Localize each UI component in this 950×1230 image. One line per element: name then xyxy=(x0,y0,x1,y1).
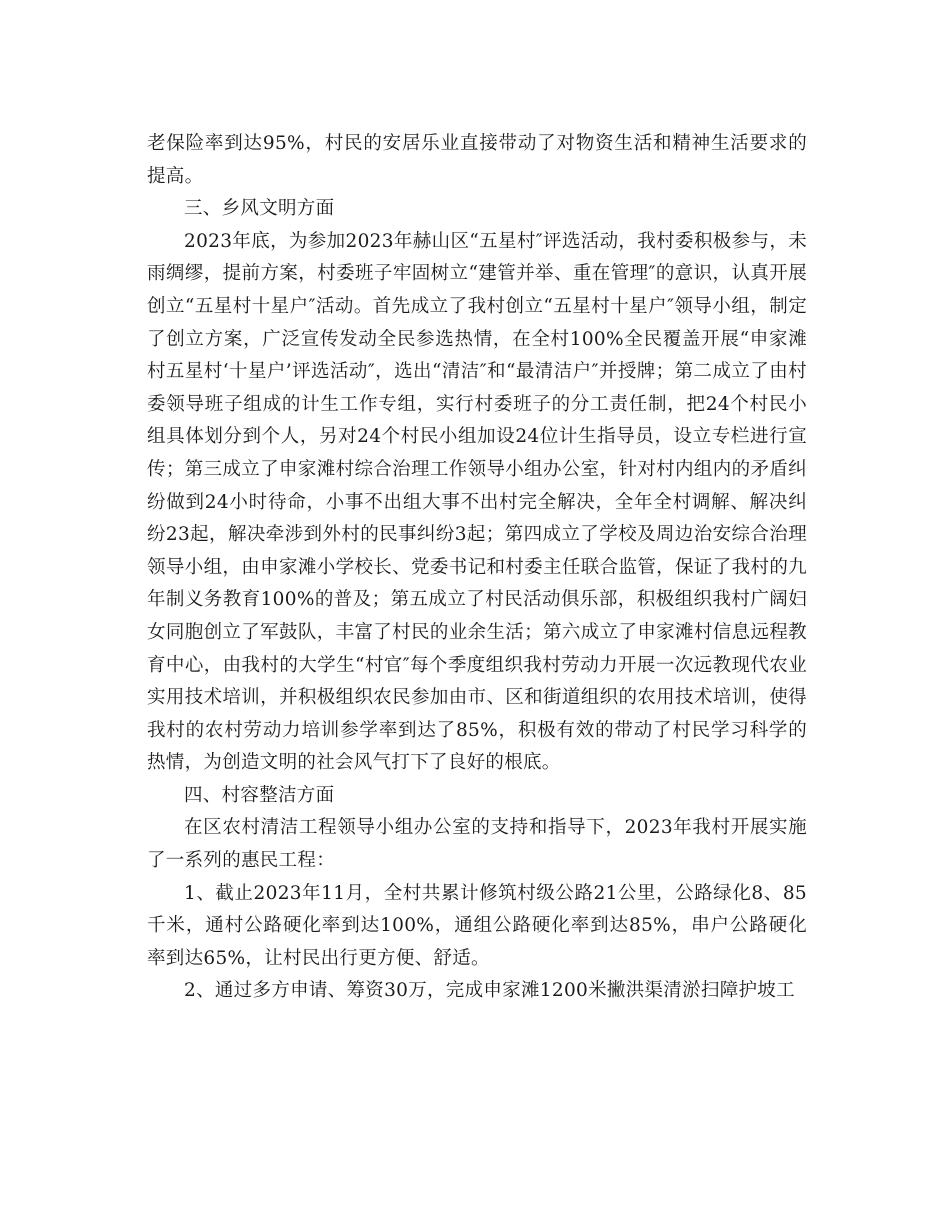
document-body xyxy=(147,128,807,1008)
paragraph-flood-channel: 2、通过多方申请、筹资30万，完成申家滩1200米撇洪渠清淤扫障护坡工 xyxy=(184,980,795,1002)
paragraph-pension-rate: 老保险率到达95%，村民的安居乐业直接带动了对物资生活和精神生活要求的提高。 xyxy=(147,133,807,187)
heading-village-cleanliness: 四、村容整洁方面 xyxy=(184,784,335,806)
heading-rural-civility: 三、乡风文明方面 xyxy=(184,198,335,220)
paragraph-five-star-village: 2023年底，为参加2023年赫山区“五星村″评选活动，我村委积极参与，未雨绸缪，提前方案，村委班子牢固树立“建管并举、重在管理″的意识，认真开展创立“五星村十星户″活动。首先成立了我村创立“五星村十星户″领导小组，制定了创立方案，广泛宣传发动全民参选热情，在全村100%全民覆盖开展“申家滩村五星村‘十星户’评选活动″，选出“清洁″和“最清洁户″并授牌；第二成立了由村委领导班子组成的计生工作专组，实行村委班子的分工责任制，把24个村民小组具体划分到个人，另对24个村民小组加设24位计生指导员，设立专栏进行宣传；第三成立了申家滩村综合治理工作领导小组办公室，针对村内组内的矛盾纠纷做到24小时待命，小事不出组大事不出村完全解决，全年全村调解、解决纠纷23起，解决牵涉到外村的民事纠纷3起；第四成立了学校及周边治安综合治理领导小组，由申家滩小学校长、党委书记和村委主任联合监管，保证了我村的九年制义务教育100%的普及；第五成立了村民活动俱乐部，积极组织我村广阔妇女同胞创立了军鼓队，丰富了村民的业余生活；第六成立了申家滩村信息远程教育中心，由我村的大学生“村官″每个季度组织我村劳动力开展一次远教现代农业实用技术培训，并积极组织农民参加由市、区和街道组织的农用技术培训，使得我村的农村劳动力培训参学率到达了85%，积极有效的带动了村民学习科学的热情，为创造文明的社会风气打下了良好的根底。 xyxy=(147,230,807,774)
paragraph-road-construction: 1、截止2023年11月，全村共累计修筑村级公路21公里，公路绿化8、85千米，通村公路硬化率到达100%，通组公路硬化率到达85%，串户公路硬化率到达65%，让村民出行更方便、舒适。 xyxy=(147,882,807,969)
paragraph-clean-project-intro: 在区农村清洁工程领导小组办公室的支持和指导下，2023年我村开展实施了一系列的惠民工程： xyxy=(147,817,807,872)
